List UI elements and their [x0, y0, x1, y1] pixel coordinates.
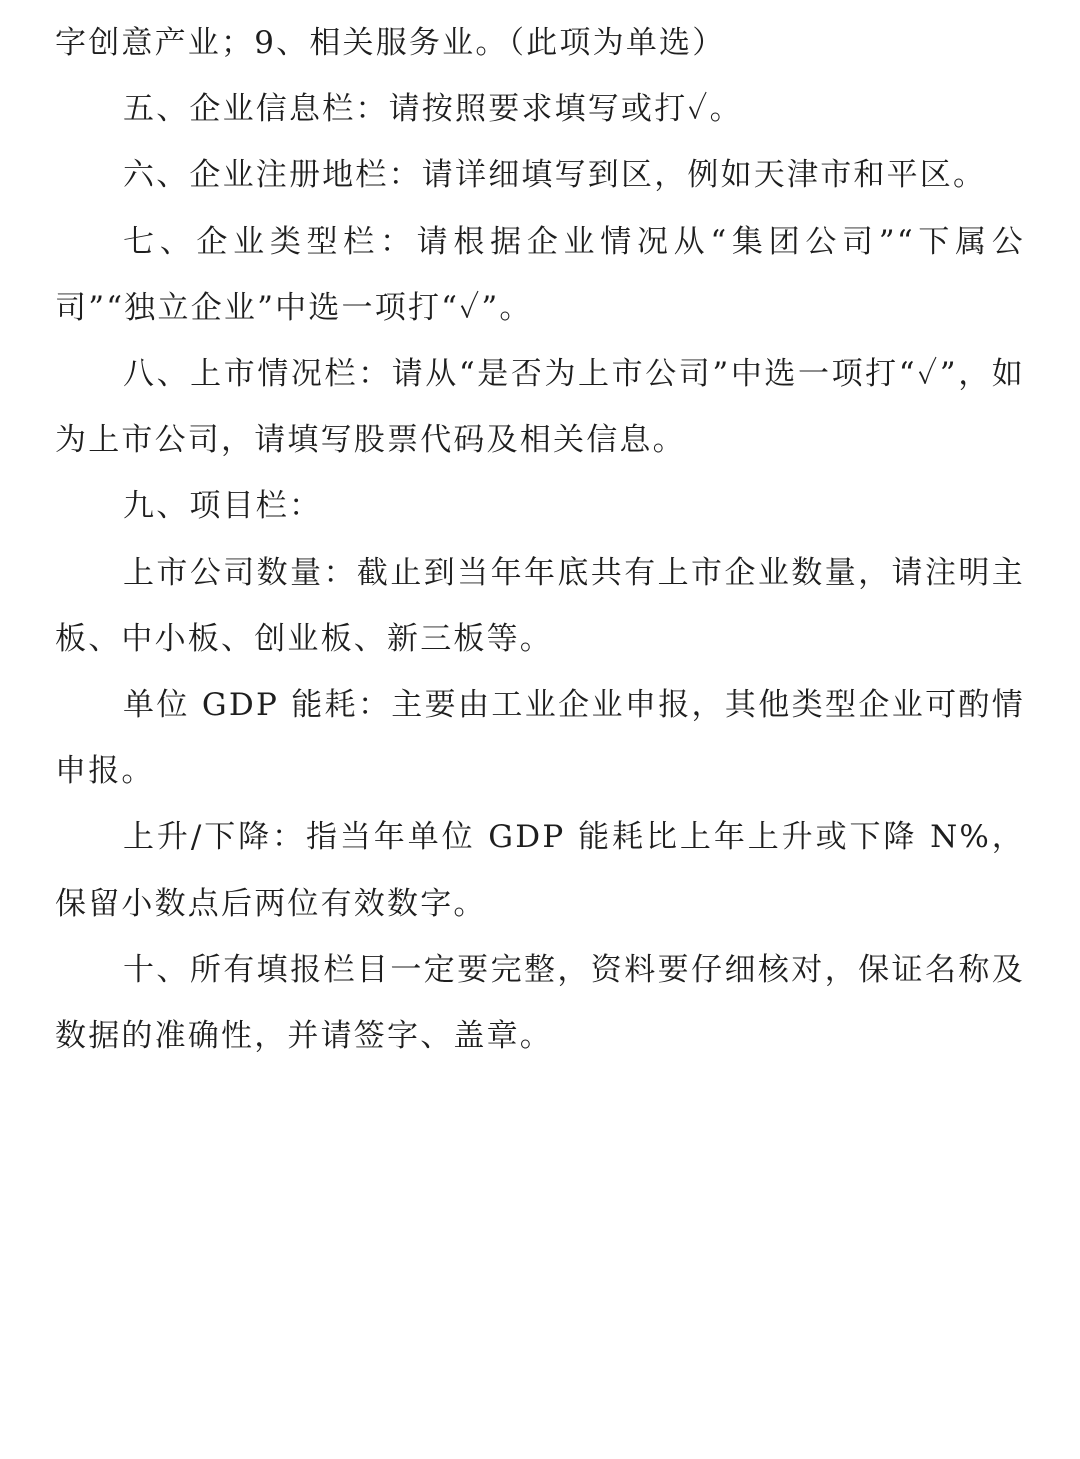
paragraph-completeness-requirement: 十、所有填报栏目一定要完整，资料要仔细核对，保证名称及数据的准确性，并请签字、盖章。 — [55, 951, 1025, 1055]
paragraph-gdp-energy-consumption: 单位 GDP 能耗：主要由工业企业申报，其他类型企业可酌情申报。 — [55, 687, 1025, 790]
document-body — [55, 10, 1025, 1069]
paragraph-project-section-heading: 九、项目栏： — [123, 488, 323, 525]
paragraph-listing-status: 八、上市情况栏：请从“是否为上市公司”中选一项打“✓”，如为上市公司，请填写股票代码及相关信息。 — [55, 356, 1025, 459]
paragraph-rise-decline: 上升/下降：指当年单位 GDP 能耗比上年上升或下降 N%，保留小数点后两位有效数字。 — [55, 819, 1025, 922]
paragraph-registration-place: 六、企业注册地栏：请详细填写到区，例如天津市和平区。 — [123, 157, 987, 194]
paragraph-listed-companies-count: 上市公司数量：截止到当年年底共有上市企业数量，请注明主板、中小板、创业板、新三板等。 — [55, 554, 1025, 657]
paragraph-enterprise-type: 七、企业类型栏：请根据企业情况从“集团公司”“下属公司”“独立企业”中选一项打“✓”。 — [55, 223, 1025, 326]
paragraph-industry-options-continued: 字创意产业；9、相关服务业。（此项为单选） — [55, 25, 726, 61]
paragraph-enterprise-info: 五、企业信息栏：请按照要求填写或打✓。 — [123, 91, 743, 128]
